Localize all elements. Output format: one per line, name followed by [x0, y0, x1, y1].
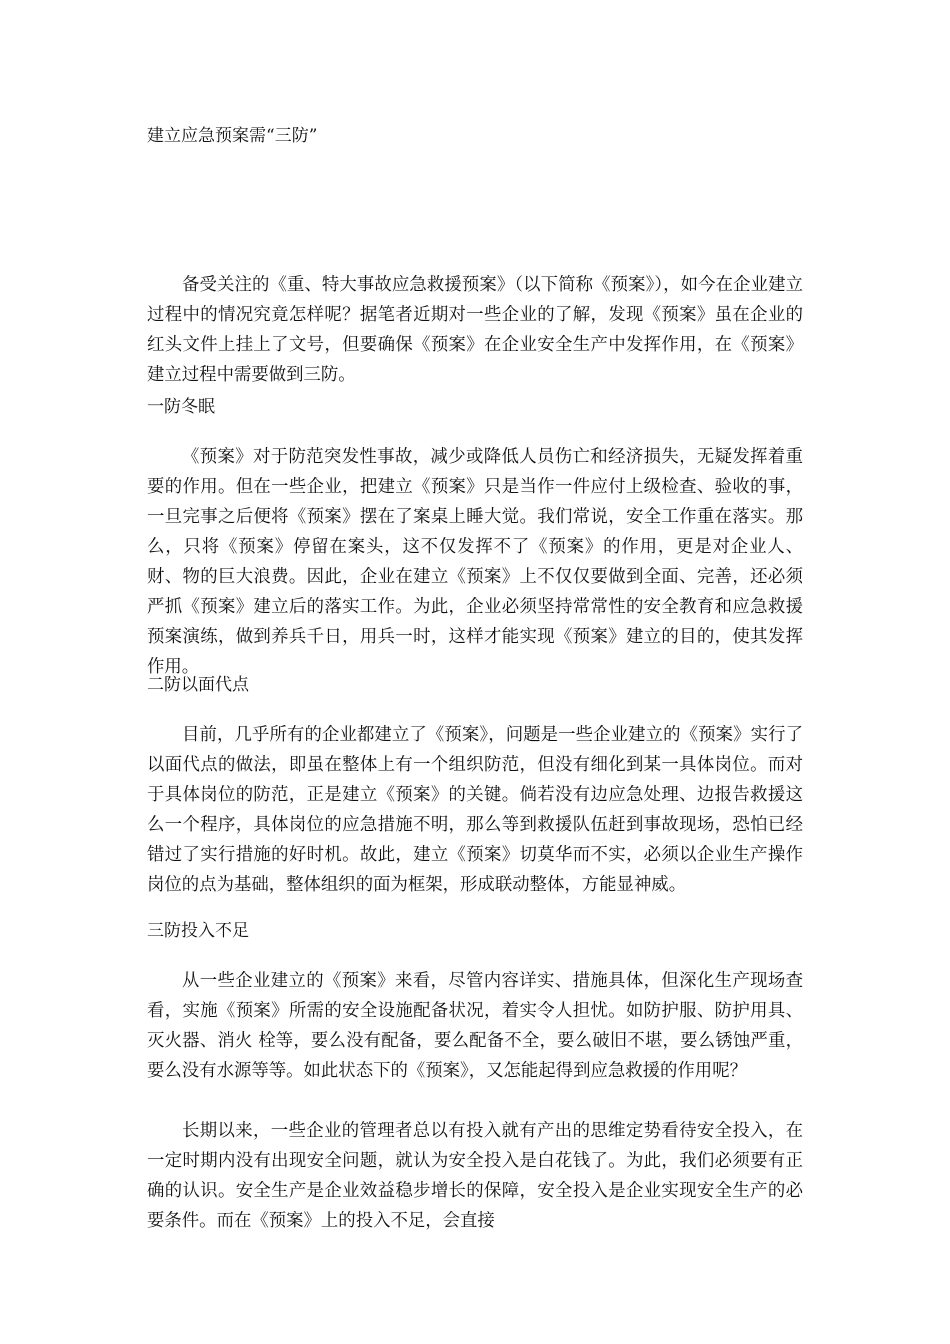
section-3-paragraph-2: 长期以来，一些企业的管理者总以有投入就有产出的思维定势看待安全投入，在一定时期内没有出现安全问题，就认为安全投入是白花钱了。为此，我们必须要有正确的认识。安全生产是企业效益稳步增长的保障，安全投入是企业实现安全生产的必要条件。而在《预案》上的投入不足，会直接 — [147, 1121, 803, 1231]
intro-paragraph: 备受关注的《重、特大事故应急救援预案》（以下简称《预案》），如今在企业建立过程中的情况究竟怎样呢？据笔者近期对一些企业的了解，发现《预案》虽在企业的红头文件上挂上了文号，但要确保《预案》在企业安全生产中发挥作用，在《预案》建立过程中需要做到三防。 — [147, 275, 803, 385]
section-heading-1: 一防冬眠 — [147, 397, 215, 417]
section-heading-2: 二防以面代点 — [147, 675, 249, 695]
section-1-paragraph: 《预案》对于防范突发性事故，减少或降低人员伤亡和经济损失，无疑发挥着重要的作用。但在一些企业，把建立《预案》只是当作一件应付上级检查、验收的事，一旦完事之后便将《预案》摆在了案桌上睡大觉。我们常说，安全工作重在落实。那么，只将《预案》停留在案头，这不仅发挥不了《预案》的作用，更是对企业人、财、物的巨大浪费。因此，企业在建立《预案》上不仅仅要做到全面、完善，还必须严抓《预案》建立后的落实工作。为此，企业必须坚持常常性的安全教育和应急救援预案演练，做到养兵千日，用兵一时，这样才能实现《预案》建立的目的，使其发挥作用。 — [147, 447, 803, 677]
section-heading-3: 三防投入不足 — [147, 921, 249, 941]
document-title: 建立应急预案需“三防” — [147, 126, 318, 146]
section-3-paragraph-1: 从一些企业建立的《预案》来看，尽管内容详实、措施具体，但深化生产现场查看，实施《预案》所需的安全设施配备状况，着实令人担忧。如防护服、防护用具、灭火器、消火 栓等，要么没有配备，要么配备不全，要么破旧不堪，要么锈蚀严重，要么没有水源等等。如此状态下的《预案》，又怎能起得到应急救援的作用呢？ — [147, 971, 803, 1081]
section-2-paragraph: 目前，几乎所有的企业都建立了《预案》，问题是一些企业建立的《预案》实行了以面代点的做法，即虽在整体上有一个组织防范，但没有细化到某一具体岗位。而对于具体岗位的防范，正是建立《预案》的关键。倘若没有边应急处理、边报告救援这么一个程序，具体岗位的应急措施不明，那么等到救援队伍赶到事故现场，恐怕已经错过了实行措施的好时机。故此，建立《预案》切莫华而不实，必须以企业生产操作岗位的点为基础，整体组织的面为框架，形成联动整体，方能显神威。 — [147, 725, 803, 895]
